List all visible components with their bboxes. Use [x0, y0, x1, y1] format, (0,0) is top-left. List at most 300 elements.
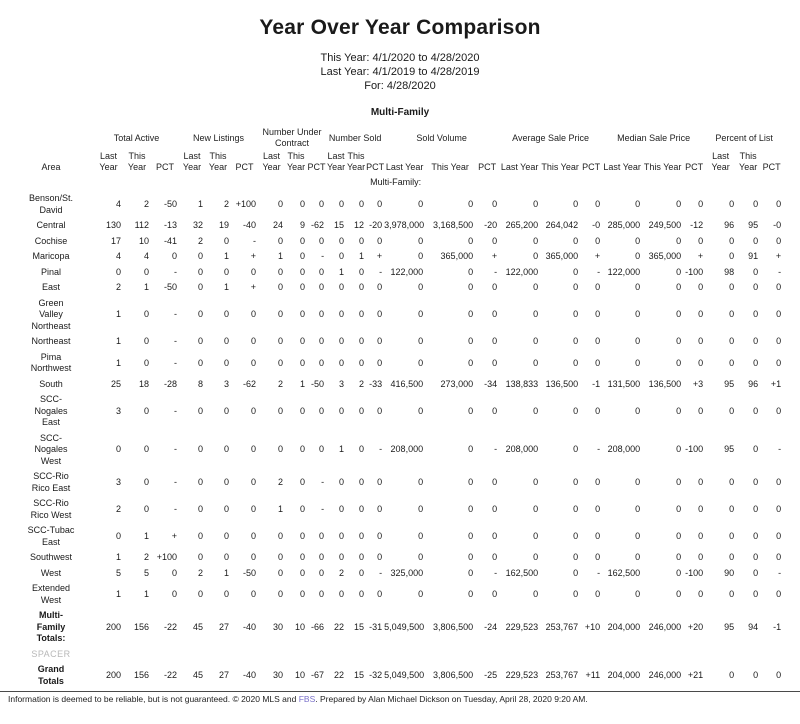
value-cell: 0: [339, 309, 345, 320]
value-cell: 0: [377, 199, 383, 209]
value-cell: 200: [105, 670, 121, 680]
value-cell: -40: [243, 621, 257, 632]
value-cell: 0: [492, 357, 498, 368]
value-cell: -: [494, 567, 498, 578]
value-cell: 27: [219, 670, 230, 680]
value-cell: 0: [729, 552, 735, 563]
area-cell: [8, 550, 94, 566]
table-header: [8, 122, 783, 175]
value-cell: 9: [300, 220, 306, 231]
this-year-range: This Year: 4/1/2020 to 4/28/2020: [320, 52, 480, 64]
value-cell: 90: [724, 567, 735, 578]
value-cell: 264,042: [545, 220, 579, 231]
table-row: [8, 218, 783, 234]
value-cell: 2: [198, 567, 204, 578]
value-cell: 0: [319, 531, 325, 541]
value-cell: 0: [595, 309, 601, 320]
value-cell: 0: [753, 444, 759, 455]
value-cell: 0: [776, 670, 782, 680]
value-cell: 0: [492, 504, 498, 514]
value-cell: [602, 647, 642, 663]
value-cell: 0: [278, 266, 284, 277]
value-cell: 10: [138, 235, 149, 246]
subheader-last-year: Last Year: [182, 151, 202, 172]
value-cell: 0: [753, 670, 759, 680]
value-cell: 94: [748, 621, 759, 632]
value-cell: 0: [359, 357, 365, 368]
value-cell: 0: [300, 531, 306, 541]
value-cell: 0: [300, 282, 306, 293]
value-cell: 0: [224, 504, 230, 514]
value-cell: 15: [354, 621, 365, 632]
value-cell: 0: [676, 282, 682, 293]
value-cell: 0: [339, 357, 345, 368]
value-cell: 0: [251, 531, 257, 541]
value-cell: 0: [224, 477, 230, 487]
value-cell: 0: [492, 199, 498, 209]
value-cell: -40: [243, 220, 257, 231]
value-cell: 3: [224, 378, 230, 389]
value-cell: +10: [584, 621, 601, 632]
value-cell: -24: [484, 621, 498, 632]
value-cell: 15: [354, 670, 365, 680]
value-cell: 0: [753, 552, 759, 563]
fbs-link[interactable]: FBS: [298, 694, 316, 704]
year-over-year-table: [8, 122, 783, 689]
value-cell: 0: [143, 336, 149, 347]
value-cell: 27: [219, 621, 230, 632]
value-cell: [346, 647, 366, 663]
value-cell: +: [171, 531, 178, 541]
value-cell: 0: [468, 282, 474, 293]
value-cell: 246,000: [648, 621, 682, 632]
table-row: [8, 296, 783, 335]
subheader-pct: PCT: [762, 162, 781, 172]
value-cell: 246,000: [648, 670, 682, 680]
value-cell: 0: [468, 504, 474, 514]
value-cell: 0: [339, 531, 345, 541]
value-cell: -0: [773, 220, 782, 231]
value-cell: 0: [468, 199, 474, 209]
value-cell: 0: [533, 282, 539, 293]
table-row: [8, 392, 783, 431]
value-cell: 249,500: [648, 220, 682, 231]
value-cell: 0: [172, 589, 178, 599]
value-cell: 1: [278, 251, 284, 262]
subheader-this-year: This Year: [127, 151, 147, 172]
value-cell: 15: [334, 220, 345, 231]
value-cell: -20: [484, 220, 498, 231]
area-cell: [8, 265, 94, 281]
value-cell: 19: [219, 220, 230, 231]
area-label: Pima Northwest: [30, 351, 72, 373]
value-cell: 0: [359, 199, 365, 209]
value-cell: 0: [595, 282, 601, 293]
value-cell: 0: [143, 309, 149, 320]
value-cell: 0: [698, 199, 704, 209]
value-cell: 1: [224, 567, 230, 578]
value-cell: 0: [319, 357, 325, 368]
value-cell: 0: [573, 199, 579, 209]
col-group-total-active: Total Active: [113, 132, 160, 143]
value-cell: 0: [492, 552, 498, 563]
value-cell: 0: [418, 309, 424, 320]
value-cell: 30: [273, 621, 284, 632]
value-cell: 0: [359, 552, 365, 563]
value-cell: 0: [776, 282, 782, 293]
value-cell: -50: [164, 199, 178, 209]
value-cell: 0: [729, 357, 735, 368]
area-label: SCC-Nogales West: [34, 432, 68, 466]
value-cell: -: [174, 444, 178, 455]
value-cell: 0: [359, 336, 365, 347]
value-cell: 0: [172, 567, 178, 578]
value-cell: 0: [729, 670, 735, 680]
value-cell: 0: [278, 405, 284, 416]
value-cell: 0: [753, 567, 759, 578]
value-cell: 0: [300, 251, 306, 262]
value-cell: -66: [311, 621, 325, 632]
value-cell: 1: [278, 504, 284, 514]
area-label: Multi-Family Totals:: [36, 610, 66, 643]
value-cell: -: [174, 477, 178, 487]
value-cell: 2: [198, 235, 204, 246]
value-cell: 0: [753, 235, 759, 246]
area-label: SCC-Rio Rico West: [30, 498, 72, 520]
value-cell: 1: [143, 282, 149, 293]
table-row: [8, 334, 783, 350]
value-cell: 0: [776, 552, 782, 563]
value-cell: [705, 647, 736, 663]
value-cell: 96: [724, 220, 735, 231]
value-cell: -31: [369, 621, 383, 632]
col-group-sold-volume: Sold Volume: [416, 132, 467, 143]
value-cell: 0: [198, 477, 204, 487]
report-date-ranges: [0, 51, 800, 93]
value-cell: 2: [143, 552, 149, 563]
value-cell: 18: [138, 378, 149, 389]
value-cell: +100: [235, 199, 257, 209]
value-cell: 0: [224, 309, 230, 320]
value-cell: 253,767: [545, 670, 579, 680]
value-cell: 285,000: [607, 220, 641, 231]
subheader-this-year: This Year: [346, 151, 366, 172]
value-cell: 95: [748, 220, 759, 231]
value-cell: 0: [300, 266, 306, 277]
area-group-spacer: [8, 122, 94, 150]
value-cell: -22: [164, 621, 178, 632]
value-cell: 365,000: [648, 251, 682, 262]
area-label: SCC-Nogales East: [34, 394, 68, 427]
value-cell: 0: [198, 336, 204, 347]
value-cell: 0: [676, 504, 682, 514]
value-cell: 0: [635, 235, 641, 246]
col-group-new-listings: New Listings: [193, 132, 245, 143]
value-cell: [307, 647, 326, 663]
value-cell: 0: [676, 567, 682, 578]
value-cell: 0: [698, 282, 704, 293]
subheader-pct: PCT: [478, 162, 497, 172]
value-cell: 273,000: [440, 378, 474, 389]
value-cell: -: [379, 266, 383, 277]
value-cell: 0: [319, 336, 325, 347]
value-cell: 0: [573, 266, 579, 277]
value-cell: 0: [573, 552, 579, 563]
value-cell: 12: [354, 220, 365, 231]
value-cell: 1: [339, 444, 345, 455]
value-cell: 0: [492, 589, 498, 599]
subheader-this-year: This Year: [541, 162, 579, 172]
value-cell: 122,000: [505, 266, 539, 277]
value-cell: 0: [573, 309, 579, 320]
value-cell: 0: [251, 405, 257, 416]
value-cell: 0: [278, 444, 284, 455]
value-cell: 0: [776, 405, 782, 416]
value-cell: 0: [729, 235, 735, 246]
section-title: Multi-Family: [370, 107, 430, 118]
value-cell: 0: [339, 504, 345, 514]
value-cell: 0: [418, 251, 424, 262]
value-cell: 0: [224, 405, 230, 416]
value-cell: 5,049,500: [384, 670, 425, 680]
value-cell: -: [778, 567, 782, 578]
value-cell: 1: [115, 336, 121, 347]
area-column-header: Area: [41, 162, 61, 172]
subheader-pct: PCT: [366, 162, 385, 172]
value-cell: 0: [729, 282, 735, 293]
value-cell: 0: [143, 504, 149, 514]
value-cell: 10: [295, 621, 306, 632]
value-cell: 0: [339, 199, 345, 209]
value-cell: 3,806,500: [433, 670, 474, 680]
value-cell: -: [321, 504, 325, 514]
value-cell: 0: [251, 552, 257, 563]
value-cell: 0: [468, 336, 474, 347]
value-cell: 0: [698, 336, 704, 347]
value-cell: 1: [115, 309, 121, 320]
value-cell: 0: [573, 504, 579, 514]
table-row: [8, 431, 783, 470]
value-cell: 0: [143, 477, 149, 487]
area-label: Grand Totals: [37, 664, 65, 686]
value-cell: 0: [418, 531, 424, 541]
value-cell: 0: [198, 531, 204, 541]
value-cell: 95: [724, 444, 735, 455]
value-cell: 0: [595, 336, 601, 347]
value-cell: 0: [595, 235, 601, 246]
value-cell: 0: [533, 251, 539, 262]
value-cell: 0: [573, 405, 579, 416]
value-cell: 0: [492, 477, 498, 487]
value-cell: 0: [115, 531, 121, 541]
value-cell: 0: [339, 235, 345, 246]
value-cell: 0: [753, 504, 759, 514]
value-cell: 0: [776, 504, 782, 514]
value-cell: 0: [278, 531, 284, 541]
value-cell: 0: [753, 477, 759, 487]
value-cell: 0: [468, 589, 474, 599]
value-cell: 0: [198, 589, 204, 599]
value-cell: 0: [251, 266, 257, 277]
value-cell: 0: [533, 336, 539, 347]
col-group-average-sale-price: Average Sale Price: [512, 132, 590, 143]
value-cell: 0: [492, 309, 498, 320]
value-cell: 91: [748, 251, 759, 262]
value-cell: 0: [300, 504, 306, 514]
value-cell: 0: [729, 251, 735, 262]
value-cell: 0: [676, 309, 682, 320]
subheader-this-year: This Year: [643, 162, 682, 172]
value-cell: 0: [595, 199, 601, 209]
value-cell: 0: [300, 235, 306, 246]
value-cell: 8: [198, 378, 204, 389]
value-cell: 2: [143, 199, 149, 209]
value-cell: 0: [533, 309, 539, 320]
value-cell: 0: [468, 266, 474, 277]
value-cell: 0: [698, 309, 704, 320]
subheader-this-year: This Year: [739, 151, 758, 172]
value-cell: 0: [533, 199, 539, 209]
value-cell: 0: [676, 405, 682, 416]
value-cell: [326, 647, 346, 663]
table-row: [8, 280, 783, 296]
value-cell: 0: [635, 589, 641, 599]
value-cell: 0: [753, 405, 759, 416]
value-cell: [258, 647, 285, 663]
table-row: [8, 581, 783, 608]
value-cell: 0: [698, 405, 704, 416]
value-cell: 0: [573, 282, 579, 293]
value-cell: 0: [198, 444, 204, 455]
value-cell: 0: [729, 504, 735, 514]
value-cell: 0: [729, 405, 735, 416]
value-cell: -13: [164, 220, 178, 231]
area-cell: [8, 608, 94, 647]
value-cell: 3: [339, 378, 345, 389]
value-cell: [475, 647, 499, 663]
area-cell: [8, 581, 94, 608]
value-cell: [179, 647, 205, 663]
value-cell: 0: [251, 309, 257, 320]
value-cell: 1: [115, 357, 121, 368]
value-cell: 5,049,500: [384, 621, 425, 632]
value-cell: +: [250, 251, 257, 262]
value-cell: 0: [224, 531, 230, 541]
value-cell: 0: [698, 531, 704, 541]
value-cell: +100: [156, 552, 178, 563]
section-label-row: [8, 175, 783, 191]
value-cell: 0: [573, 357, 579, 368]
value-cell: 265,200: [505, 220, 539, 231]
area-cell: [8, 647, 94, 663]
value-cell: 204,000: [607, 621, 641, 632]
value-cell: 0: [468, 357, 474, 368]
value-cell: 0: [776, 477, 782, 487]
value-cell: 0: [676, 444, 682, 455]
area-label: Central: [36, 220, 66, 230]
value-cell: 0: [278, 357, 284, 368]
value-cell: 2: [115, 504, 121, 514]
area-cell: [8, 523, 94, 550]
value-cell: 122,000: [390, 266, 424, 277]
value-cell: 0: [319, 552, 325, 563]
value-cell: -: [597, 567, 601, 578]
value-cell: 1: [224, 282, 230, 293]
value-cell: -100: [685, 444, 704, 455]
area-cell: [8, 662, 94, 689]
value-cell: [425, 647, 475, 663]
value-cell: 0: [676, 336, 682, 347]
value-cell: 0: [359, 531, 365, 541]
value-cell: -: [494, 444, 498, 455]
value-cell: 0: [635, 405, 641, 416]
value-cell: 0: [339, 282, 345, 293]
for-date: For: 4/28/2020: [364, 80, 436, 92]
subheader-this-year: This Year: [208, 151, 228, 172]
area-cell: [8, 496, 94, 523]
subheader-last-year: Last Year: [603, 162, 641, 172]
value-cell: 200: [105, 621, 121, 632]
value-cell: 0: [573, 589, 579, 599]
value-cell: -: [174, 336, 178, 347]
value-cell: 0: [595, 552, 601, 563]
value-cell: 0: [635, 552, 641, 563]
col-group-number-under-contract: Number Under Contract: [262, 127, 322, 148]
table-row: [8, 469, 783, 496]
value-cell: 0: [573, 444, 579, 455]
value-cell: 0: [468, 309, 474, 320]
value-cell: 138,833: [505, 378, 539, 389]
value-cell: 0: [676, 235, 682, 246]
value-cell: 0: [776, 357, 782, 368]
table-row: [8, 523, 783, 550]
value-cell: 96: [748, 378, 759, 389]
value-cell: 0: [198, 266, 204, 277]
value-cell: 0: [339, 405, 345, 416]
value-cell: +20: [687, 621, 704, 632]
value-cell: 0: [251, 477, 257, 487]
value-cell: 0: [377, 477, 383, 487]
value-cell: 0: [115, 266, 121, 277]
value-cell: 1: [300, 378, 306, 389]
value-cell: -40: [243, 670, 257, 680]
value-cell: 0: [776, 336, 782, 347]
footer-disclaimer: Information is deemed to be reliable, but is not guaranteed. © 2020 MLS and: [8, 694, 299, 704]
value-cell: 0: [776, 199, 782, 209]
value-cell: 0: [251, 336, 257, 347]
area-cell: [8, 191, 94, 218]
value-cell: 325,000: [390, 567, 424, 578]
value-cell: 130: [105, 220, 121, 231]
area-cell: [8, 234, 94, 250]
value-cell: [642, 647, 683, 663]
area-label: Maricopa: [32, 251, 70, 261]
value-cell: 0: [198, 405, 204, 416]
value-cell: 0: [198, 309, 204, 320]
subheader-pct: PCT: [582, 162, 601, 172]
value-cell: 0: [319, 309, 325, 320]
area-label: West: [40, 567, 62, 578]
value-cell: 0: [224, 589, 230, 599]
value-cell: 0: [753, 309, 759, 320]
value-cell: 0: [224, 235, 230, 246]
value-cell: 365,000: [545, 251, 579, 262]
value-cell: 0: [359, 589, 365, 599]
value-cell: 0: [492, 235, 498, 246]
value-cell: 5: [143, 567, 149, 578]
table-row: [8, 249, 783, 265]
subheader-last-year: Last Year: [326, 151, 346, 172]
